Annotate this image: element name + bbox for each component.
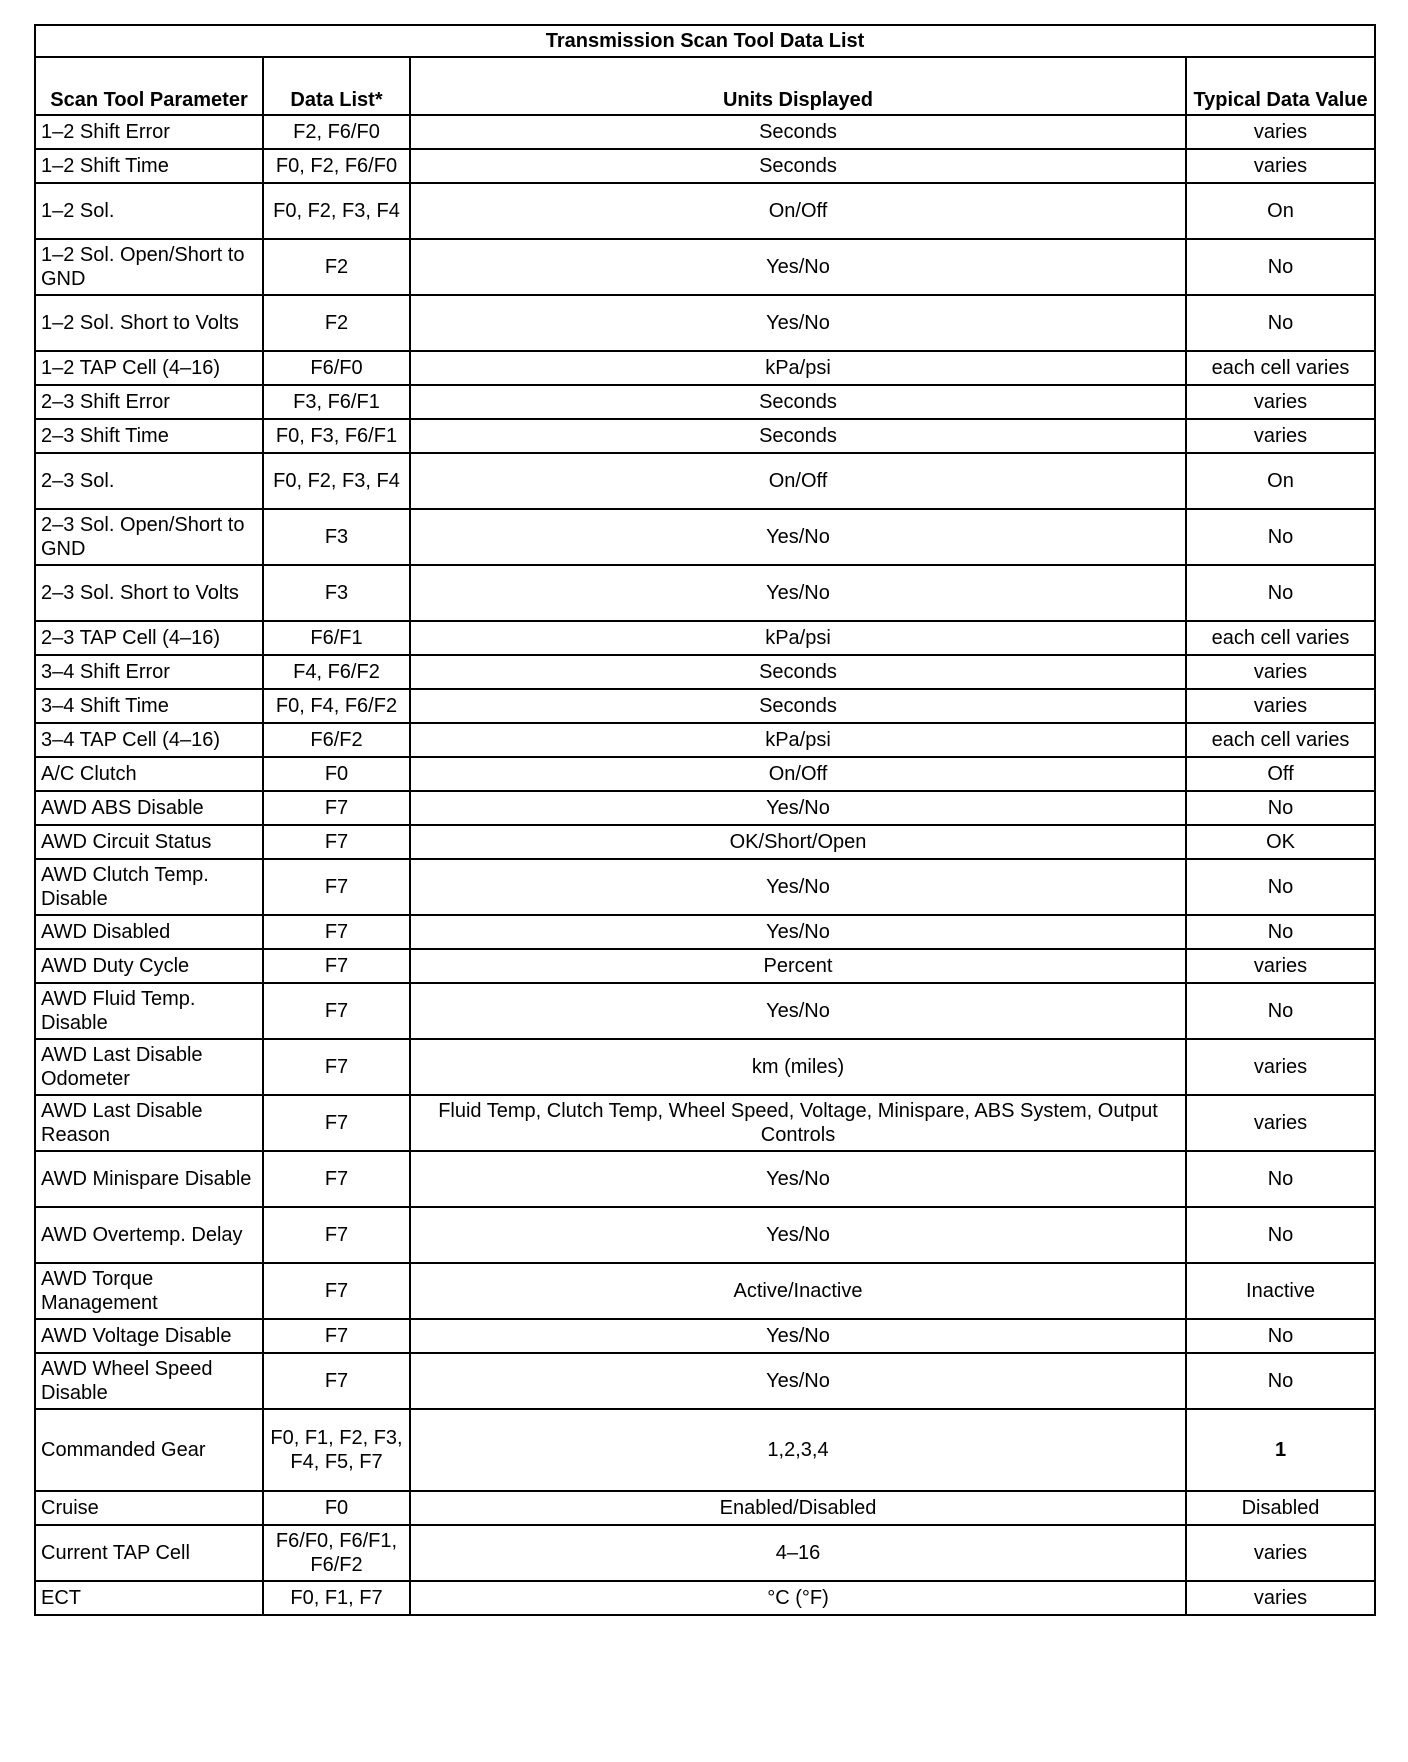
cell-data-list: F0, F2, F3, F4 <box>263 183 410 239</box>
table-row <box>35 419 1375 453</box>
table-row <box>35 509 1375 565</box>
cell-units: Yes/No <box>410 859 1186 915</box>
cell-parameter: 2–3 Shift Error <box>35 385 263 419</box>
table-row <box>35 351 1375 385</box>
cell-parameter: 1–2 Shift Time <box>35 149 263 183</box>
cell-typical-value: varies <box>1186 1039 1375 1095</box>
header-units: Units Displayed <box>410 57 1186 115</box>
cell-typical-value: 1 <box>1186 1409 1375 1491</box>
table-title: Transmission Scan Tool Data List <box>35 25 1375 57</box>
cell-data-list: F6/F0 <box>263 351 410 385</box>
cell-data-list: F7 <box>263 915 410 949</box>
table-row <box>35 1525 1375 1581</box>
cell-data-list: F3 <box>263 565 410 621</box>
cell-data-list: F2 <box>263 239 410 295</box>
cell-parameter: 3–4 Shift Error <box>35 655 263 689</box>
cell-parameter: AWD Duty Cycle <box>35 949 263 983</box>
cell-data-list: F7 <box>263 1319 410 1353</box>
table-row <box>35 915 1375 949</box>
cell-typical-value: varies <box>1186 419 1375 453</box>
cell-units: 1,2,3,4 <box>410 1409 1186 1491</box>
cell-typical-value: varies <box>1186 689 1375 723</box>
cell-units: Yes/No <box>410 239 1186 295</box>
cell-parameter: AWD Last Disable Odometer <box>35 1039 263 1095</box>
table-row <box>35 723 1375 757</box>
table-row <box>35 295 1375 351</box>
cell-typical-value: No <box>1186 295 1375 351</box>
cell-typical-value: each cell varies <box>1186 351 1375 385</box>
header-typical-value: Typical Data Value <box>1186 57 1375 115</box>
cell-units: On/Off <box>410 453 1186 509</box>
cell-data-list: F7 <box>263 983 410 1039</box>
cell-units: OK/Short/Open <box>410 825 1186 859</box>
cell-units: Seconds <box>410 385 1186 419</box>
cell-parameter: 1–2 TAP Cell (4–16) <box>35 351 263 385</box>
cell-typical-value: varies <box>1186 1095 1375 1151</box>
cell-parameter: AWD Voltage Disable <box>35 1319 263 1353</box>
cell-typical-value: Off <box>1186 757 1375 791</box>
cell-parameter: AWD Circuit Status <box>35 825 263 859</box>
cell-data-list: F7 <box>263 1263 410 1319</box>
cell-parameter: 2–3 Sol. Open/Short to GND <box>35 509 263 565</box>
cell-typical-value: Disabled <box>1186 1491 1375 1525</box>
cell-typical-value: each cell varies <box>1186 723 1375 757</box>
cell-parameter: AWD Overtemp. Delay <box>35 1207 263 1263</box>
table-row <box>35 949 1375 983</box>
cell-parameter: 1–2 Sol. Open/Short to GND <box>35 239 263 295</box>
cell-data-list: F0, F1, F2, F3, F4, F5, F7 <box>263 1409 410 1491</box>
table-row <box>35 1581 1375 1615</box>
cell-typical-value: Inactive <box>1186 1263 1375 1319</box>
scan-tool-data-table-container <box>34 24 1374 1616</box>
header-parameter: Scan Tool Parameter <box>35 57 263 115</box>
cell-parameter: AWD Wheel Speed Disable <box>35 1353 263 1409</box>
cell-units: Seconds <box>410 419 1186 453</box>
cell-data-list: F7 <box>263 949 410 983</box>
table-row <box>35 655 1375 689</box>
cell-typical-value: varies <box>1186 385 1375 419</box>
cell-parameter: 2–3 Sol. Short to Volts <box>35 565 263 621</box>
table-row <box>35 689 1375 723</box>
cell-typical-value: No <box>1186 859 1375 915</box>
table-row <box>35 621 1375 655</box>
header-data-list: Data List* <box>263 57 410 115</box>
cell-typical-value: No <box>1186 1207 1375 1263</box>
cell-data-list: F0, F2, F6/F0 <box>263 149 410 183</box>
cell-typical-value: No <box>1186 509 1375 565</box>
cell-parameter: Commanded Gear <box>35 1409 263 1491</box>
cell-units: Seconds <box>410 655 1186 689</box>
cell-data-list: F7 <box>263 791 410 825</box>
cell-parameter: 2–3 TAP Cell (4–16) <box>35 621 263 655</box>
cell-units: Seconds <box>410 689 1186 723</box>
cell-data-list: F4, F6/F2 <box>263 655 410 689</box>
cell-data-list: F2 <box>263 295 410 351</box>
cell-parameter: 3–4 TAP Cell (4–16) <box>35 723 263 757</box>
cell-typical-value: On <box>1186 453 1375 509</box>
scan-tool-data-table <box>34 24 1376 1616</box>
cell-typical-value: No <box>1186 1319 1375 1353</box>
cell-data-list: F0, F1, F7 <box>263 1581 410 1615</box>
cell-typical-value: each cell varies <box>1186 621 1375 655</box>
cell-units: Yes/No <box>410 295 1186 351</box>
cell-units: kPa/psi <box>410 351 1186 385</box>
cell-parameter: 2–3 Shift Time <box>35 419 263 453</box>
cell-units: Percent <box>410 949 1186 983</box>
cell-units: km (miles) <box>410 1039 1186 1095</box>
cell-units: Yes/No <box>410 1207 1186 1263</box>
cell-data-list: F0 <box>263 1491 410 1525</box>
cell-units: Yes/No <box>410 983 1186 1039</box>
table-row <box>35 1151 1375 1207</box>
cell-units: Yes/No <box>410 915 1186 949</box>
cell-typical-value: No <box>1186 791 1375 825</box>
cell-typical-value: varies <box>1186 115 1375 149</box>
table-row <box>35 115 1375 149</box>
cell-data-list: F0, F2, F3, F4 <box>263 453 410 509</box>
cell-parameter: 1–2 Sol. <box>35 183 263 239</box>
cell-units: Active/Inactive <box>410 1263 1186 1319</box>
cell-parameter: 1–2 Shift Error <box>35 115 263 149</box>
table-row <box>35 1263 1375 1319</box>
cell-typical-value: No <box>1186 1151 1375 1207</box>
cell-units: Yes/No <box>410 565 1186 621</box>
cell-typical-value: No <box>1186 983 1375 1039</box>
cell-data-list: F7 <box>263 1095 410 1151</box>
cell-parameter: AWD ABS Disable <box>35 791 263 825</box>
table-row <box>35 453 1375 509</box>
cell-data-list: F6/F2 <box>263 723 410 757</box>
cell-units: Seconds <box>410 115 1186 149</box>
table-row <box>35 1039 1375 1095</box>
cell-units: Yes/No <box>410 1151 1186 1207</box>
cell-parameter: AWD Minispare Disable <box>35 1151 263 1207</box>
cell-parameter: Current TAP Cell <box>35 1525 263 1581</box>
cell-data-list: F7 <box>263 1151 410 1207</box>
cell-units: On/Off <box>410 757 1186 791</box>
cell-units: Yes/No <box>410 1319 1186 1353</box>
cell-typical-value: varies <box>1186 1581 1375 1615</box>
cell-typical-value: No <box>1186 915 1375 949</box>
cell-data-list: F3 <box>263 509 410 565</box>
cell-data-list: F6/F1 <box>263 621 410 655</box>
table-row <box>35 1491 1375 1525</box>
cell-typical-value: No <box>1186 565 1375 621</box>
table-row <box>35 1207 1375 1263</box>
table-row <box>35 1319 1375 1353</box>
table-row <box>35 565 1375 621</box>
cell-units: Yes/No <box>410 791 1186 825</box>
table-row <box>35 385 1375 419</box>
cell-units: On/Off <box>410 183 1186 239</box>
cell-typical-value: No <box>1186 1353 1375 1409</box>
cell-parameter: 1–2 Sol. Short to Volts <box>35 295 263 351</box>
table-row <box>35 791 1375 825</box>
cell-data-list: F7 <box>263 1039 410 1095</box>
cell-units: Yes/No <box>410 1353 1186 1409</box>
cell-typical-value: OK <box>1186 825 1375 859</box>
cell-parameter: AWD Last Disable Reason <box>35 1095 263 1151</box>
cell-data-list: F7 <box>263 825 410 859</box>
cell-units: °C (°F) <box>410 1581 1186 1615</box>
cell-parameter: AWD Disabled <box>35 915 263 949</box>
cell-data-list: F0, F3, F6/F1 <box>263 419 410 453</box>
cell-parameter: AWD Torque Management <box>35 1263 263 1319</box>
cell-data-list: F2, F6/F0 <box>263 115 410 149</box>
cell-units: kPa/psi <box>410 621 1186 655</box>
cell-data-list: F6/F0, F6/F1, F6/F2 <box>263 1525 410 1581</box>
cell-parameter: AWD Fluid Temp. Disable <box>35 983 263 1039</box>
table-row <box>35 983 1375 1039</box>
cell-typical-value: varies <box>1186 949 1375 983</box>
cell-data-list: F0, F4, F6/F2 <box>263 689 410 723</box>
cell-parameter: AWD Clutch Temp. Disable <box>35 859 263 915</box>
cell-typical-value: varies <box>1186 1525 1375 1581</box>
cell-units: Yes/No <box>410 509 1186 565</box>
cell-data-list: F3, F6/F1 <box>263 385 410 419</box>
table-row <box>35 183 1375 239</box>
table-body <box>35 115 1375 1615</box>
table-row <box>35 757 1375 791</box>
table-row <box>35 1409 1375 1491</box>
cell-data-list: F7 <box>263 859 410 915</box>
cell-units: Fluid Temp, Clutch Temp, Wheel Speed, Voltage, Minispare, ABS System, Output Controls <box>410 1095 1186 1151</box>
cell-parameter: 3–4 Shift Time <box>35 689 263 723</box>
cell-data-list: F7 <box>263 1353 410 1409</box>
cell-units: kPa/psi <box>410 723 1186 757</box>
table-row <box>35 239 1375 295</box>
cell-units: Enabled/Disabled <box>410 1491 1186 1525</box>
cell-typical-value: varies <box>1186 149 1375 183</box>
table-row <box>35 859 1375 915</box>
table-row <box>35 1095 1375 1151</box>
table-row <box>35 825 1375 859</box>
cell-units: 4–16 <box>410 1525 1186 1581</box>
cell-parameter: Cruise <box>35 1491 263 1525</box>
cell-typical-value: No <box>1186 239 1375 295</box>
cell-parameter: 2–3 Sol. <box>35 453 263 509</box>
cell-parameter: A/C Clutch <box>35 757 263 791</box>
cell-units: Seconds <box>410 149 1186 183</box>
cell-typical-value: varies <box>1186 655 1375 689</box>
cell-data-list: F0 <box>263 757 410 791</box>
table-row <box>35 149 1375 183</box>
table-row <box>35 1353 1375 1409</box>
cell-parameter: ECT <box>35 1581 263 1615</box>
cell-data-list: F7 <box>263 1207 410 1263</box>
cell-typical-value: On <box>1186 183 1375 239</box>
